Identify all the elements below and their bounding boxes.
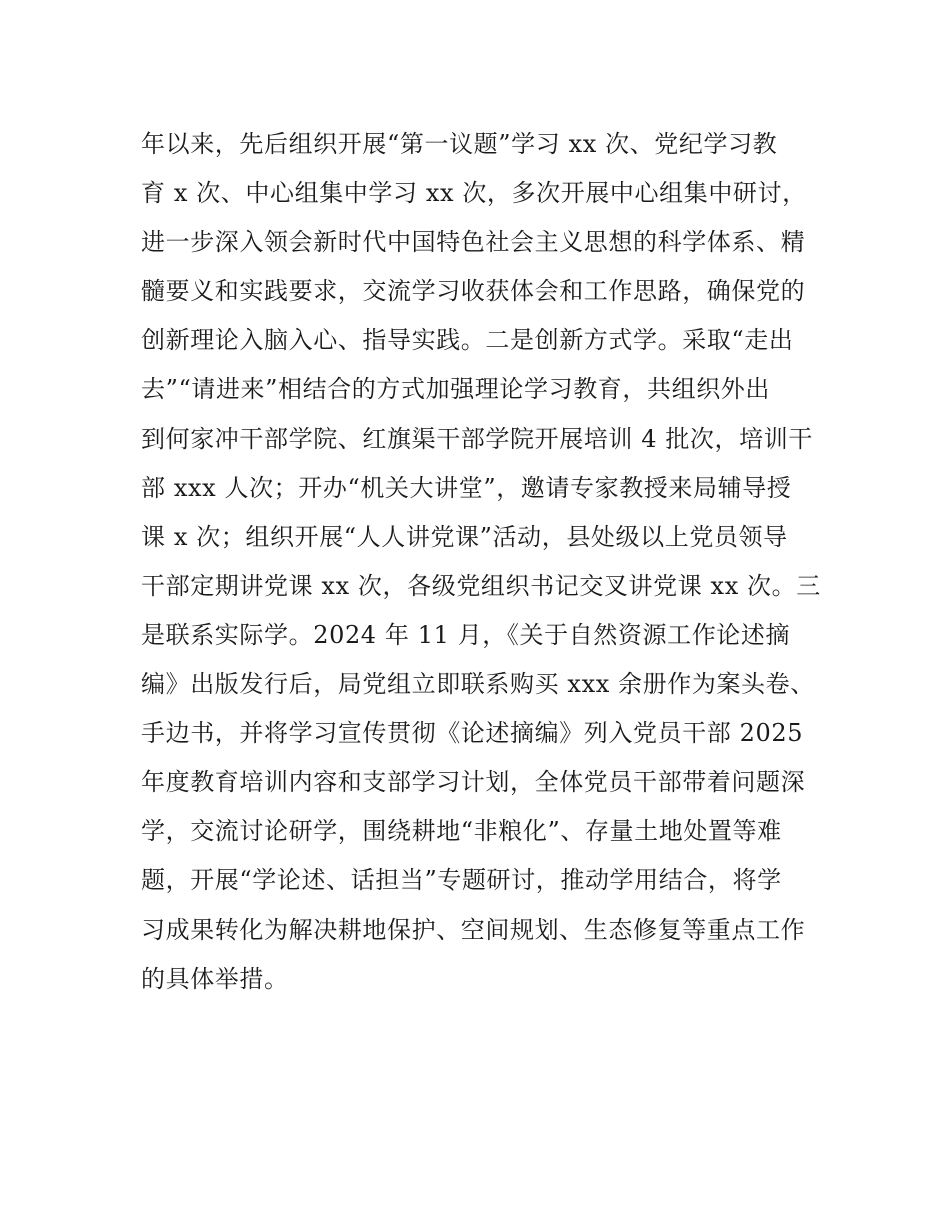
text-line: 进一步深入领会新时代中国特色社会主义思想的科学体系、精: [141, 228, 806, 257]
text-line: 部 xxx 人次；开办“机关大讲堂”，邀请专家教授来局辅导授: [141, 473, 792, 502]
text-line: 育 x 次、中心组集中学习 xx 次，多次开展中心组集中研讨，: [141, 179, 807, 208]
text-line: 到何家冲干部学院、红旗渠干部学院开展培训 4 批次，培训干: [141, 424, 813, 453]
text-line: 是联系实际学。2024 年 11 月，《关于自然资源工作论述摘: [141, 620, 791, 649]
text-line: 学，交流讨论研学，围绕耕地“非粮化”、存量土地处置等难: [141, 817, 782, 846]
text-line: 题，开展“学论述、话担当”专题研讨，推动学用结合，将学: [141, 866, 782, 895]
text-line: 年以来，先后组织开展“第一议题”学习 xx 次、党纪学习教: [141, 130, 778, 158]
text-line: 年度教育培训内容和支部学习计划，全体党员干部带着问题深: [141, 768, 806, 797]
text-line: 干部定期讲党课 xx 次，各级党组织书记交叉讲党课 xx 次。三: [141, 571, 821, 600]
text-line: 髓要义和实践要求，交流学习收获体会和工作思路，确保党的: [141, 277, 806, 306]
text-line: 手边书，并将学习宣传贯彻《论述摘编》列入党员干部 2025: [141, 719, 804, 748]
text-line: 编》出版发行后，局党组立即联系购买 xxx 余册作为案头卷、: [141, 670, 815, 699]
text-line: 的具体举措。: [141, 964, 289, 993]
body-paragraph: [141, 124, 821, 1008]
text-line: 创新理论入脑入心、指导实践。二是创新方式学。采取“走出: [141, 326, 794, 355]
text-line: 去”“请进来”相结合的方式加强理论学习教育，共组织外出: [141, 375, 771, 404]
text-line: 习成果转化为解决耕地保护、空间规划、生态修复等重点工作: [141, 915, 806, 944]
text-line: 课 x 次；组织开展“人人讲党课”活动，县处级以上党员领导: [141, 522, 788, 551]
